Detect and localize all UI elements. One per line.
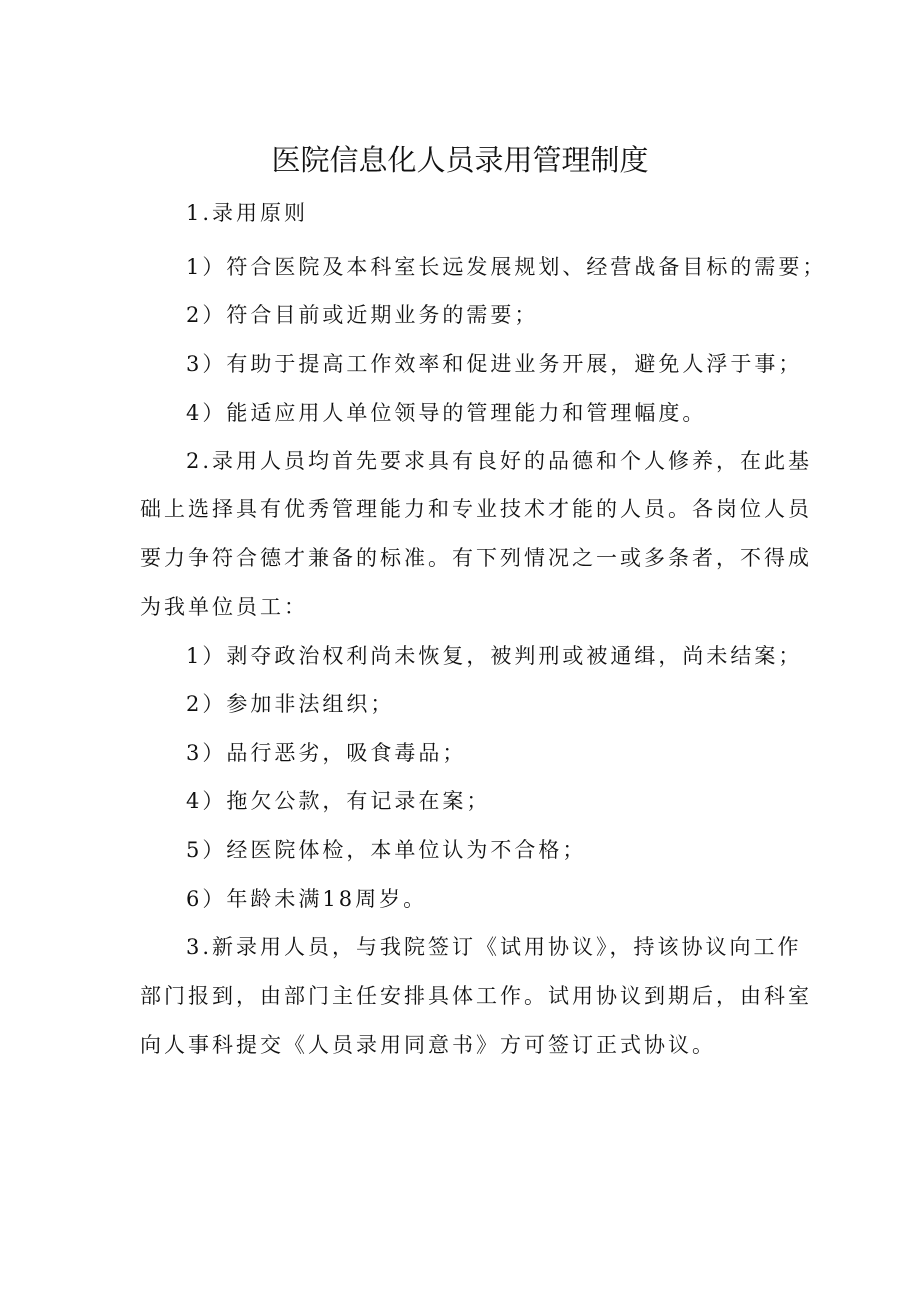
section-1-item-3: 3）有助于提高工作效率和促进业务开展，避免人浮于事； bbox=[186, 352, 803, 376]
section-2-paragraph-line-1: 2.录用人员均首先要求具有良好的品德和个人修养，在此基 bbox=[186, 449, 813, 473]
section-1-item-4: 4）能适应用人单位领导的管理能力和管理幅度。 bbox=[186, 401, 707, 425]
section-2-item-6: 6）年龄未满18周岁。 bbox=[186, 887, 428, 911]
section-3-paragraph-line-3: 向人事科提交《人员录用同意书》方可签订正式协议。 bbox=[140, 1033, 716, 1057]
section-3-paragraph-line-1: 3.新录用人员，与我院签订《试用协议》，持该协议向工作 bbox=[186, 935, 802, 959]
section-2-item-4: 4）拖欠公款，有记录在案； bbox=[186, 789, 491, 813]
section-2-item-3: 3）品行恶劣，吸食毒品； bbox=[186, 741, 467, 765]
section-3-paragraph-line-2: 部门报到，由部门主任安排具体工作。试用协议到期后，由科室 bbox=[140, 984, 812, 1008]
section-1-heading: 1.录用原则 bbox=[186, 201, 309, 225]
section-2-paragraph-line-2: 础上选择具有优秀管理能力和专业技术才能的人员。各岗位人员 bbox=[140, 497, 812, 521]
document-title: 医院信息化人员录用管理制度 bbox=[271, 143, 649, 177]
section-2-item-1: 1）剥夺政治权利尚未恢复，被判刑或被通缉，尚未结案； bbox=[186, 644, 803, 668]
section-2-item-5: 5）经医院体检，本单位认为不合格； bbox=[186, 838, 587, 862]
section-2-paragraph-line-4: 为我单位员工： bbox=[140, 595, 308, 619]
section-1-item-1: 1）符合医院及本科室长远发展规划、经营战备目标的需要； bbox=[186, 255, 827, 279]
section-2-paragraph-line-3: 要力争符合德才兼备的标准。有下列情况之一或多条者，不得成 bbox=[140, 546, 812, 570]
section-2-item-2: 2）参加非法组织； bbox=[186, 692, 395, 716]
section-1-item-2: 2）符合目前或近期业务的需要； bbox=[186, 303, 539, 327]
